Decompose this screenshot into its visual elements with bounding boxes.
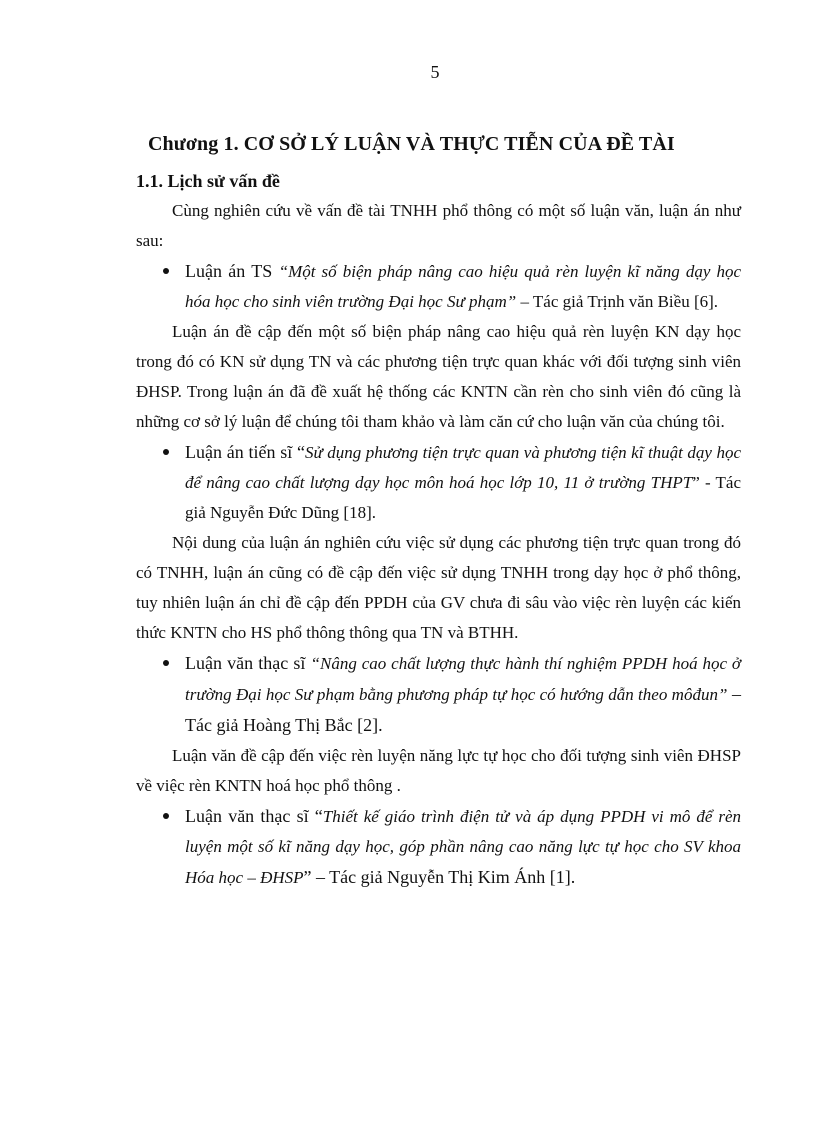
item-comment: Luận án đề cập đến một số biện pháp nâng cao hiệu quả rèn luyện KN dạy học trong đó có KN sử dụng TN và các phương tiện trực quan khác với đối tượng sinh viên ĐHSP. Trong luận án đã đề xuất hệ thống các KNTN cần rèn cho sinh viên đó cũng là những cơ sở lý luận để chúng tôi tham khảo và làm căn cứ cho luận văn của chúng tôi. bbox=[136, 322, 741, 431]
item-lead: Luận án tiến sĩ “ bbox=[185, 442, 305, 462]
item-lead: Luận văn thạc sĩ “ bbox=[185, 806, 323, 826]
item-author: ” - Tác giả Nguyễn Đức Dũng [18]. bbox=[185, 473, 742, 522]
item-author: – Tác giả Hoàng Thị Bắc [2]. bbox=[185, 684, 742, 735]
item-comment: Nội dung của luận án nghiên cứu việc sử dụng các phương tiện trực quan trong đó có TNHH, luận án cũng có đề cập đến việc sử dụng TNHH trong dạy học ở phổ thông, tuy nhiên luận án chỉ đề cập đến PPDH của GV chưa đi sâu vào việc rèn luyện các kiến thức KNTN cho HS phổ thông thông qua TN và BTHH. bbox=[136, 533, 741, 642]
chapter-title: Chương 1. CƠ SỞ LÝ LUẬN VÀ THỰC TIỄN CỦA ĐỀ TÀI bbox=[148, 133, 675, 155]
item-title: Sử dụng phương tiện trực quan và phương tiện kĩ thuật dạy học để nâng cao chất lượng dạy học môn hoá học lớp 10, 11 ở trường THPT bbox=[185, 443, 741, 492]
list-item bbox=[136, 256, 741, 317]
item-author: – Tác giả Trịnh văn Biều [6]. bbox=[516, 292, 719, 311]
item-title: “Nâng cao chất lượng thực hành thí nghiệm PPDH hoá học ở trường Đại học Sư phạm bằng phương pháp tự học có hướng dẫn theo môđun” bbox=[185, 654, 741, 704]
item-title: Thiết kế giáo trình điện tử và áp dụng PPDH vi mô để rèn luyện một số kĩ năng dạy học, góp phần nâng cao năng lực tự học cho SV khoa Hóa học – ĐHSP bbox=[185, 807, 741, 887]
document-body bbox=[136, 196, 741, 893]
item-title: “Một số biện pháp nâng cao hiệu quả rèn luyện kĩ năng dạy học hóa học cho sinh viên trường Đại học Sư phạm” bbox=[185, 262, 742, 311]
item-lead: Luận án TS bbox=[185, 261, 279, 281]
item-comment: Luận văn đề cập đến việc rèn luyện năng lực tự học cho đối tượng sinh viên ĐHSP về việc rèn KNTN hoá học phổ thông . bbox=[136, 746, 741, 795]
bullet-icon bbox=[163, 268, 169, 274]
bullet-icon bbox=[163, 449, 169, 455]
page-number: 5 bbox=[430, 62, 440, 82]
list-item bbox=[136, 801, 741, 893]
item-lead: Luận văn thạc sĩ bbox=[185, 653, 311, 673]
bullet-icon bbox=[163, 660, 169, 666]
item-author: ” – Tác giả Nguyễn Thị Kim Ánh [1]. bbox=[303, 867, 576, 887]
list-item bbox=[136, 648, 741, 741]
bullet-icon bbox=[163, 813, 169, 819]
intro-paragraph: Cùng nghiên cứu về vấn đề tài TNHH phổ thông có một số luận văn, luận án như sau: bbox=[136, 201, 741, 250]
list-item bbox=[136, 437, 741, 528]
section-heading: 1.1. Lịch sử vấn đề bbox=[136, 171, 280, 191]
